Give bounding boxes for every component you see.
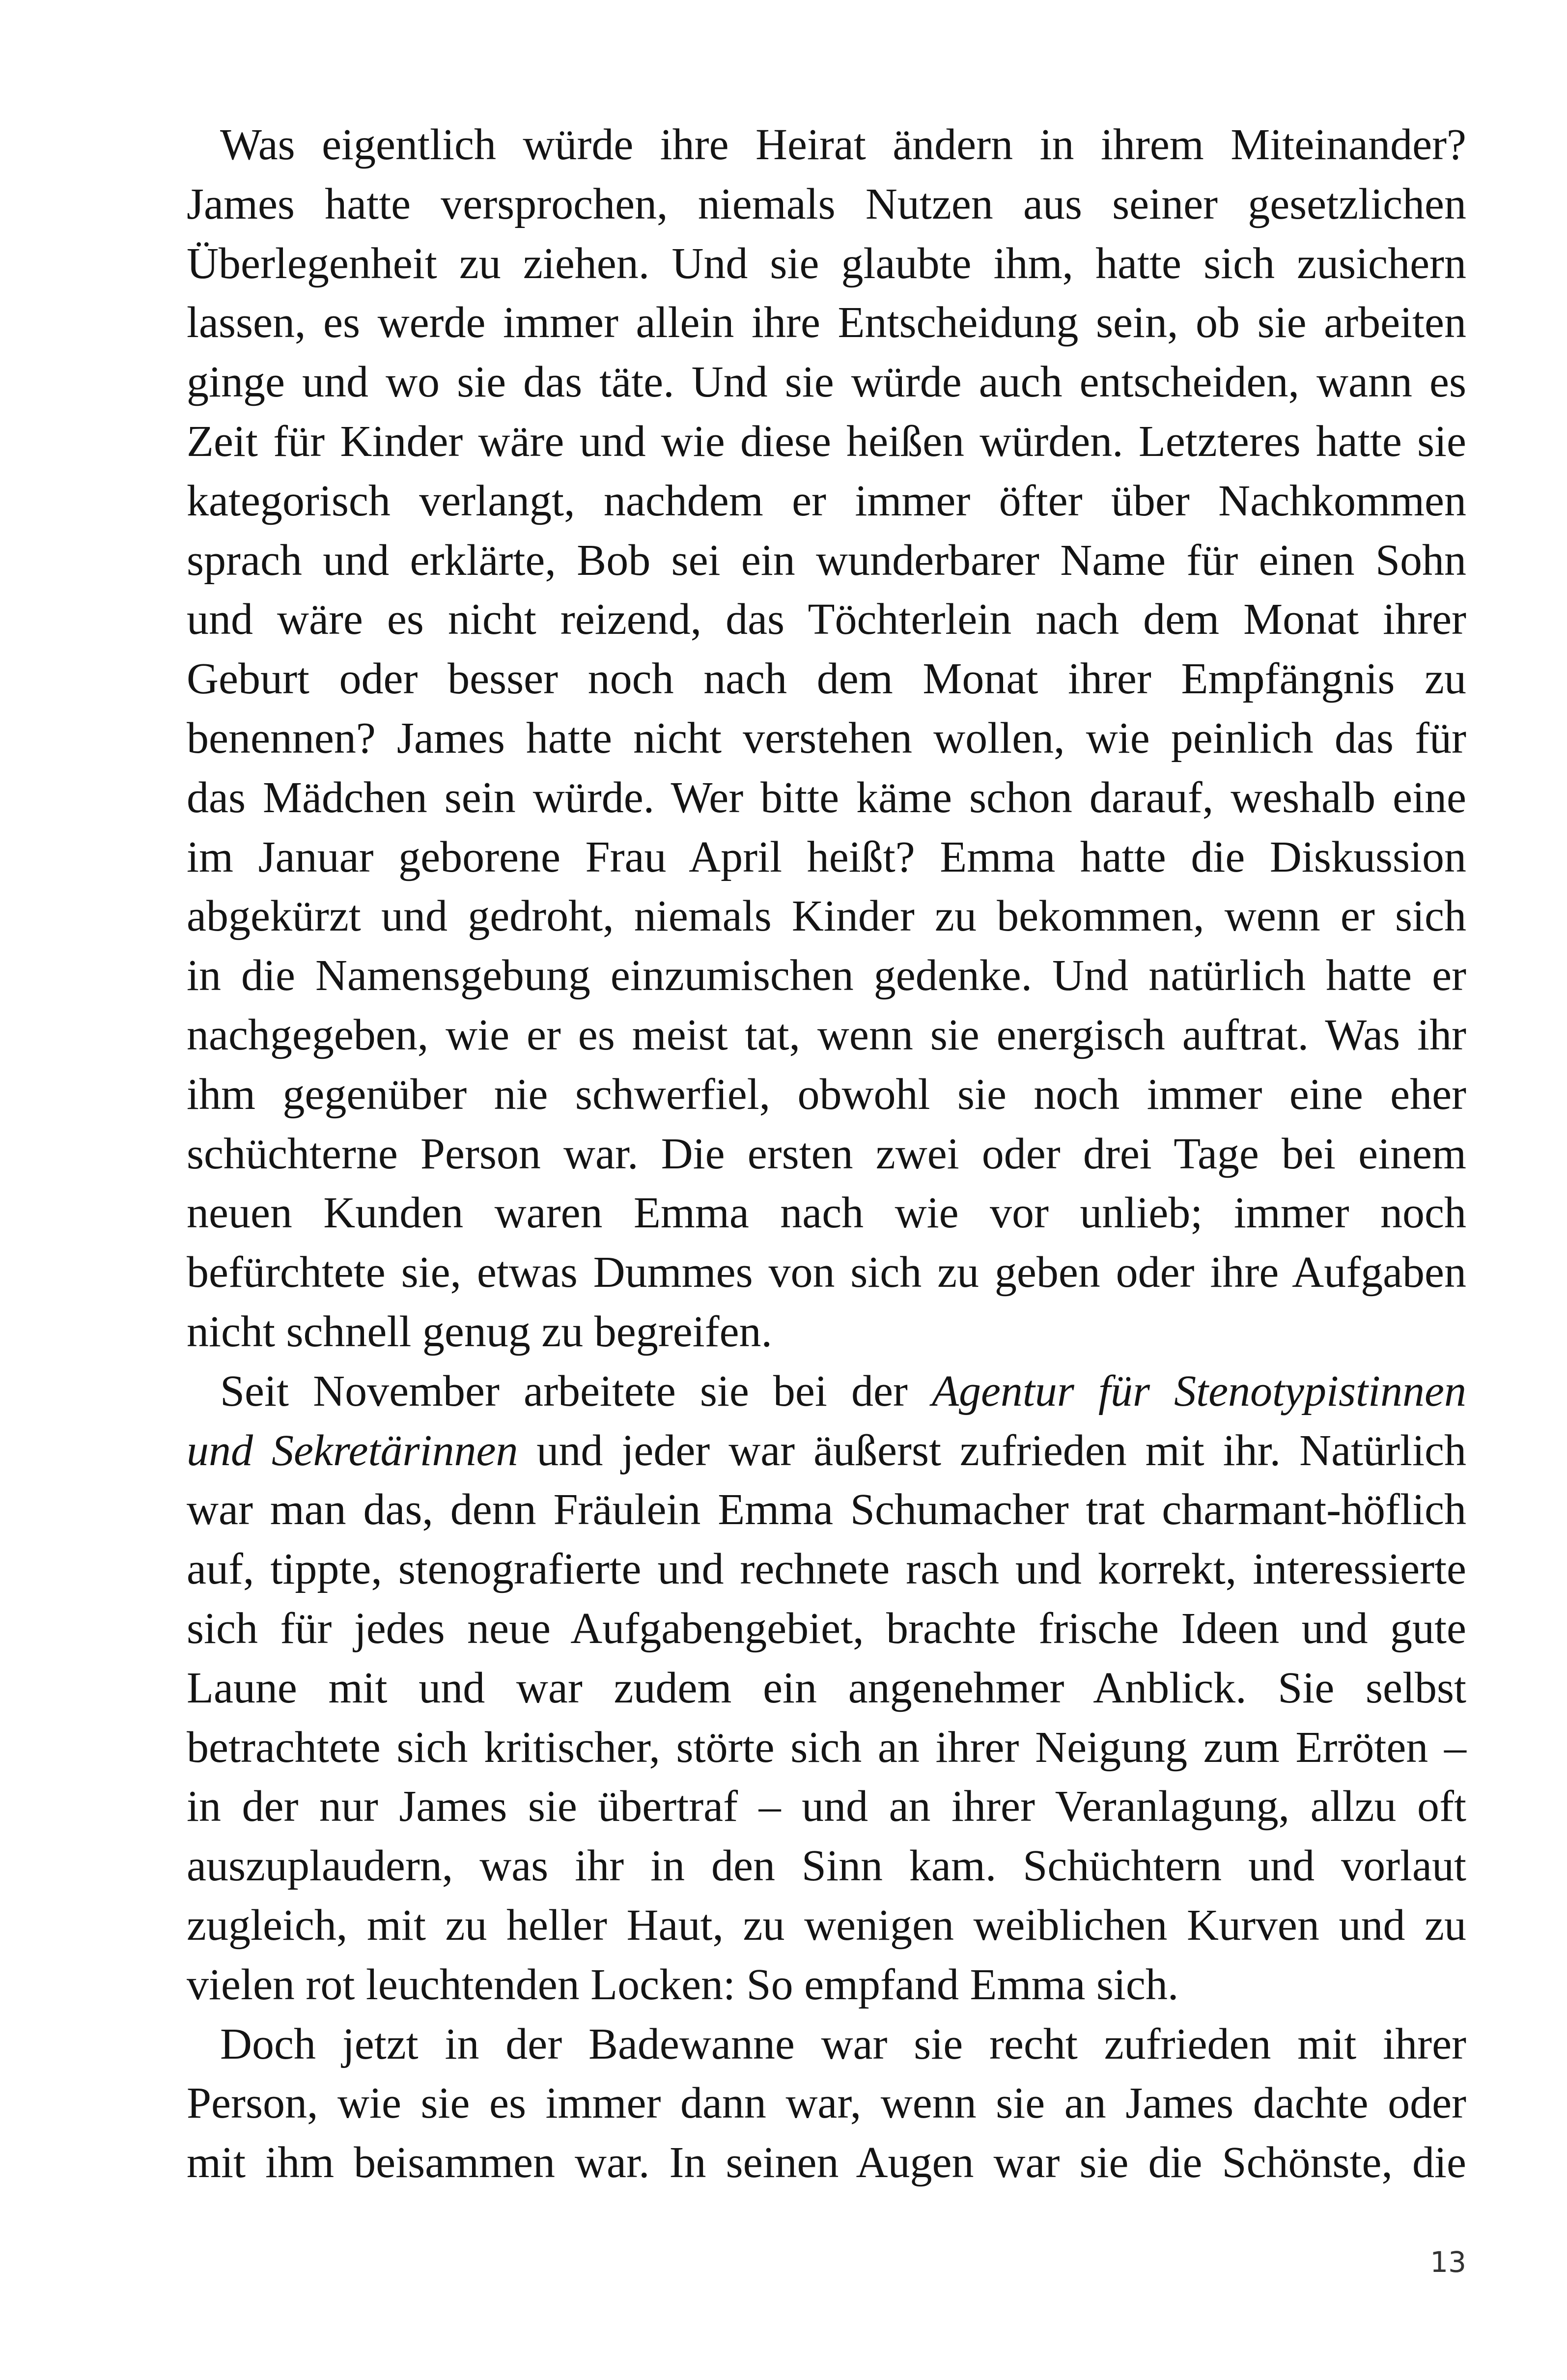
text-segment: neuen Kunden waren Emma nach wie vor unlieb; immer noch — [187, 1189, 1466, 1238]
text-line — [187, 1006, 1466, 1065]
text-line — [187, 472, 1466, 531]
text-line — [187, 1599, 1466, 1659]
text-segment: in die Namensgebung einzumischen gedenke. Und natürlich hatte er — [187, 951, 1466, 1000]
text-line — [187, 1896, 1466, 1955]
text-line — [187, 293, 1466, 353]
text-segment: auf, tippte, stenografierte und rechnete rasch und korrekt, interessierte — [187, 1545, 1466, 1594]
text-segment: auszuplaudern, was ihr in den Sinn kam. Schüchtern und vorlaut — [187, 1842, 1466, 1891]
text-segment: sprach und erklärte, Bob sei ein wunderbarer Name für einen Sohn — [187, 536, 1466, 585]
text-line — [187, 1184, 1466, 1243]
text-segment: Seit November arbeitete sie bei der — [220, 1366, 932, 1416]
text-line — [187, 709, 1466, 768]
text-line — [187, 1718, 1466, 1778]
text-line — [187, 1480, 1466, 1540]
text-line — [187, 768, 1466, 828]
text-line — [187, 2074, 1466, 2133]
body-text — [187, 115, 1466, 2193]
italic-text-segment: und Sekretärinnen — [187, 1426, 518, 1475]
text-line — [187, 1243, 1466, 1303]
text-segment: nachgegeben, wie er es meist tat, wenn sie energisch auftrat. Was ihr — [187, 1010, 1466, 1059]
text-line — [187, 2015, 1466, 2074]
text-segment: benennen? James hatte nicht verstehen wollen, wie peinlich das für — [187, 713, 1466, 763]
text-line — [187, 412, 1466, 472]
text-segment: Überlegenheit zu ziehen. Und sie glaubte ihm, hatte sich zusichern — [187, 239, 1466, 288]
text-segment: befürchtete sie, etwas Dummes von sich zu geben oder ihre Aufgaben — [187, 1248, 1466, 1297]
italic-text-segment: Agentur für Stenotypistinnen — [931, 1366, 1466, 1416]
text-segment: vielen rot leuchtenden Locken: So empfand Emma sich. — [187, 1960, 1179, 2009]
text-segment: sich für jedes neue Aufgabengebiet, brachte frische Ideen und gute — [187, 1604, 1466, 1653]
text-segment: mit ihm beisammen war. In seinen Augen war sie die Schönste, die — [187, 2138, 1466, 2187]
text-line — [187, 1125, 1466, 1184]
text-segment: im Januar geborene Frau April heißt? Emma hatte die Diskussion — [187, 832, 1466, 881]
text-segment: Zeit für Kinder wäre und wie diese heißen würden. Letzteres hatte sie — [187, 417, 1466, 466]
text-segment: James hatte versprochen, niemals Nutzen aus seiner gesetzlichen — [187, 179, 1466, 228]
text-line — [187, 2133, 1466, 2193]
text-segment: betrachtete sich kritischer, störte sich an ihrer Neigung zum Erröten – — [187, 1723, 1466, 1772]
text-line — [187, 234, 1466, 294]
text-segment: schüchterne Person war. Die ersten zwei oder drei Tage bei einem — [187, 1129, 1466, 1178]
text-segment: zugleich, mit zu heller Haut, zu wenigen weiblichen Kurven und zu — [187, 1900, 1466, 1950]
text-line — [187, 828, 1466, 887]
text-segment: und wäre es nicht reizend, das Töchterlein nach dem Monat ihrer — [187, 595, 1466, 644]
text-line — [187, 1659, 1466, 1718]
text-segment: Person, wie sie es immer dann war, wenn sie an James dachte oder — [187, 2079, 1466, 2128]
text-segment: lassen, es werde immer allein ihre Entscheidung sein, ob sie arbeiten — [187, 298, 1466, 347]
text-segment: Geburt oder besser noch nach dem Monat ihrer Empfängnis zu — [187, 654, 1466, 704]
text-line — [187, 1303, 1466, 1362]
text-line — [187, 946, 1466, 1006]
page-number: 13 — [1430, 2245, 1466, 2279]
text-segment: und jeder war äußerst zufrieden mit ihr. Natürlich — [518, 1426, 1466, 1475]
text-line — [187, 115, 1466, 175]
text-segment: war man das, denn Fräulein Emma Schumacher trat charmant-höflich — [187, 1485, 1466, 1534]
text-line — [187, 531, 1466, 591]
text-segment: ihm gegenüber nie schwerfiel, obwohl sie noch immer eine eher — [187, 1070, 1466, 1119]
text-segment: nicht schnell genug zu begreifen. — [187, 1307, 773, 1356]
text-line — [187, 887, 1466, 946]
text-line — [187, 1955, 1466, 2015]
text-line — [187, 650, 1466, 709]
text-line — [187, 175, 1466, 234]
text-line — [187, 1065, 1466, 1125]
text-line — [187, 1540, 1466, 1599]
text-line — [187, 1362, 1466, 1421]
text-segment: Laune mit und war zudem ein angenehmer Anblick. Sie selbst — [187, 1663, 1466, 1712]
text-segment: Was eigentlich würde ihre Heirat ändern in ihrem Miteinander? — [220, 120, 1466, 169]
text-segment: abgekürzt und gedroht, niemals Kinder zu bekommen, wenn er sich — [187, 892, 1466, 941]
text-line — [187, 590, 1466, 650]
text-line — [187, 1777, 1466, 1837]
text-segment: in der nur James sie übertraf – und an ihrer Veranlagung, allzu oft — [187, 1782, 1466, 1831]
text-line — [187, 353, 1466, 412]
text-segment: kategorisch verlangt, nachdem er immer öfter über Nachkommen — [187, 476, 1466, 525]
text-segment: Doch jetzt in der Badewanne war sie recht zufrieden mit ihrer — [220, 2019, 1466, 2068]
text-segment: ginge und wo sie das täte. Und sie würde auch entscheiden, wann es — [187, 358, 1466, 407]
text-line — [187, 1837, 1466, 1896]
text-segment: das Mädchen sein würde. Wer bitte käme schon darauf, weshalb eine — [187, 773, 1466, 822]
text-line — [187, 1421, 1466, 1481]
